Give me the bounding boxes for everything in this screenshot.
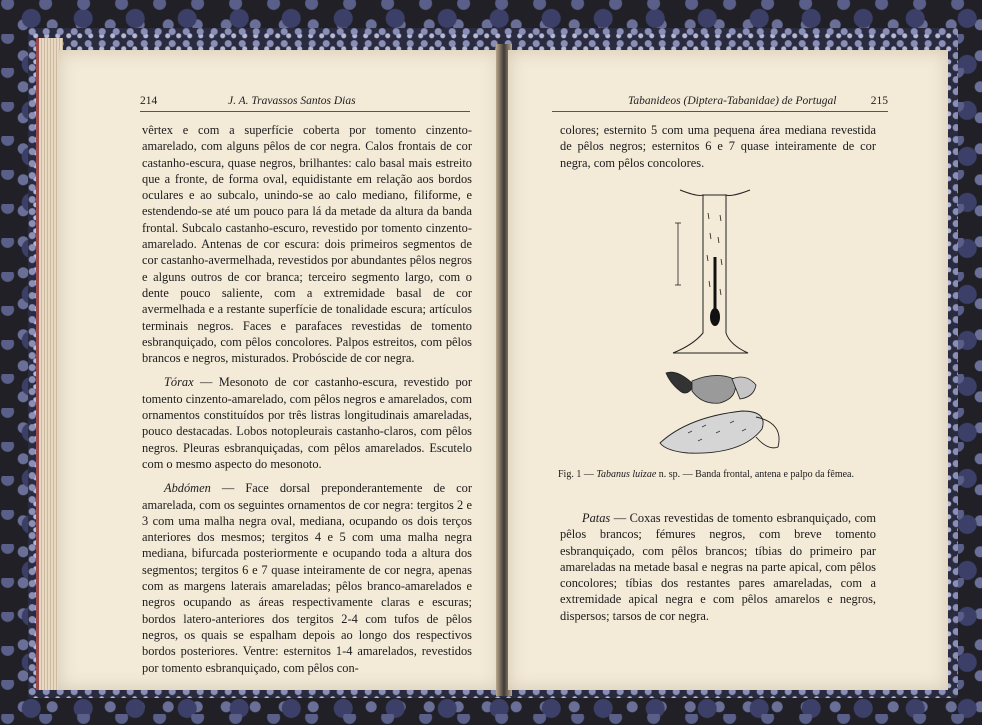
basal-callus <box>710 308 720 326</box>
right-page-body <box>560 510 876 624</box>
right-page-number: 215 <box>870 95 888 107</box>
paragraph-patas: Patas — Coxas revestidas de tomento esbranquiçado, com pêlos brancos; fémures negros, com breve tomento esbranquiçado, com pêlos brancos; tíbias do primeiro par amareladas na metade basal e negras na parte apical, com pêlos concolores; tíbias dos restantes pares amareladas, com a extremidade apical negra e com pêlos amarelos e negros, dispersos; tarsos de cor negra. <box>560 511 876 623</box>
right-page <box>508 50 948 690</box>
frontal-band-drawing <box>673 190 750 353</box>
left-page-body <box>142 122 472 676</box>
left-page <box>58 50 500 690</box>
right-page-top-text: colores; esternito 5 com uma pequena área mediana revestida de pêlos negros; esternitos 6 e 7 quase inteiramente de cor negra, com pêlos concolores. <box>560 123 876 170</box>
palpus-drawing <box>660 411 779 453</box>
paragraph-torax: Tórax — Mesonoto de cor castanho-escura, revestido por tomento cinzento-amarelado, com pêlos negros e amarelados, com ornamentos constituídos por três listras longitudinais amareladas, pouco destacadas. Lobos notopleurais castanho-claros, com pêlos negros. Pleuras esbranquiçadas, com pêlos amarelados. Escutelo com o mesmo aspecto do mesonoto. <box>142 375 472 471</box>
left-running-header <box>140 95 470 112</box>
paragraph-head: vêrtex e com a superfície coberta por tomento cinzento-amarelado, com alguns pêlos de cor negra. Calos frontais de cor castanho-escura, quase negros, brilhantes: calo basal mais estreito que a fronte, de forma oval, equidistante em relação aos bordos oculares e ao subcalo, unindo-se ao calo mediano, filiforme, e estendendo-se até um pouco para lá da metade da altura da banda frontal. Subcalo castanho-escuro, revestido por tomento cinzento-amarelado. Antenas de cor escura: dois primeiros segmentos de cor castanho-avermelhada, revestidos por abundantes pêlos negros e alguns outros de cor branca; terceiro segmento largo, com o dente pouco saliente, com a extremidade basal de cor avermelhada e a restante superfície de tonalidade escura; artículos terminais negros. Faces e parafaces revestidas de tomento esbranquiçado, com pêlos concolores. Palpos estreitos, com pêlos brancos e negros, misturados. Probóscide de cor negra. <box>142 123 472 366</box>
paragraph-abdomen: Abdómen — Face dorsal preponderantemente de cor amarelada, com os seguintes ornamentos de cor negra: tergitos 2 e 3 com uma malha negra oval, mediana, ocupando os dois terços anteriores dos mesmos; tergitos 4 e 5 com uma malha negra mediana, bifurcada posteriormente e ocupando toda a altura dos segmentos; tergitos 6 e 7 quase inteiramente de cor negra, apenas com as margens laterais amareladas; pêlos branco-amarelados e negros ocupando as áreas respectivamente claras e escuras; bordos latero-anteriores dos tergitos 2-4 com tufos de pêlos negros, os quais se espalham depois ao longo dos respectivos bordos posteriores. Ventre: esternitos 1-4 amarelados, revestidos por tomento esbranquiçado, com pêlos con- <box>142 481 472 675</box>
figure-1-illustration <box>658 185 788 465</box>
right-running-header <box>552 95 888 112</box>
right-running-head-title: Tabanideos (Diptera-Tabanidae) de Portugal <box>628 95 837 107</box>
antenna-drawing <box>666 372 756 403</box>
left-page-number: 214 <box>140 95 158 107</box>
left-running-head-title: J. A. Travassos Santos Dias <box>228 95 356 107</box>
figure-1-caption: Fig. 1 — Tabanus luizae n. sp. — Banda frontal, antena e palpo da fêmea. <box>558 469 854 480</box>
